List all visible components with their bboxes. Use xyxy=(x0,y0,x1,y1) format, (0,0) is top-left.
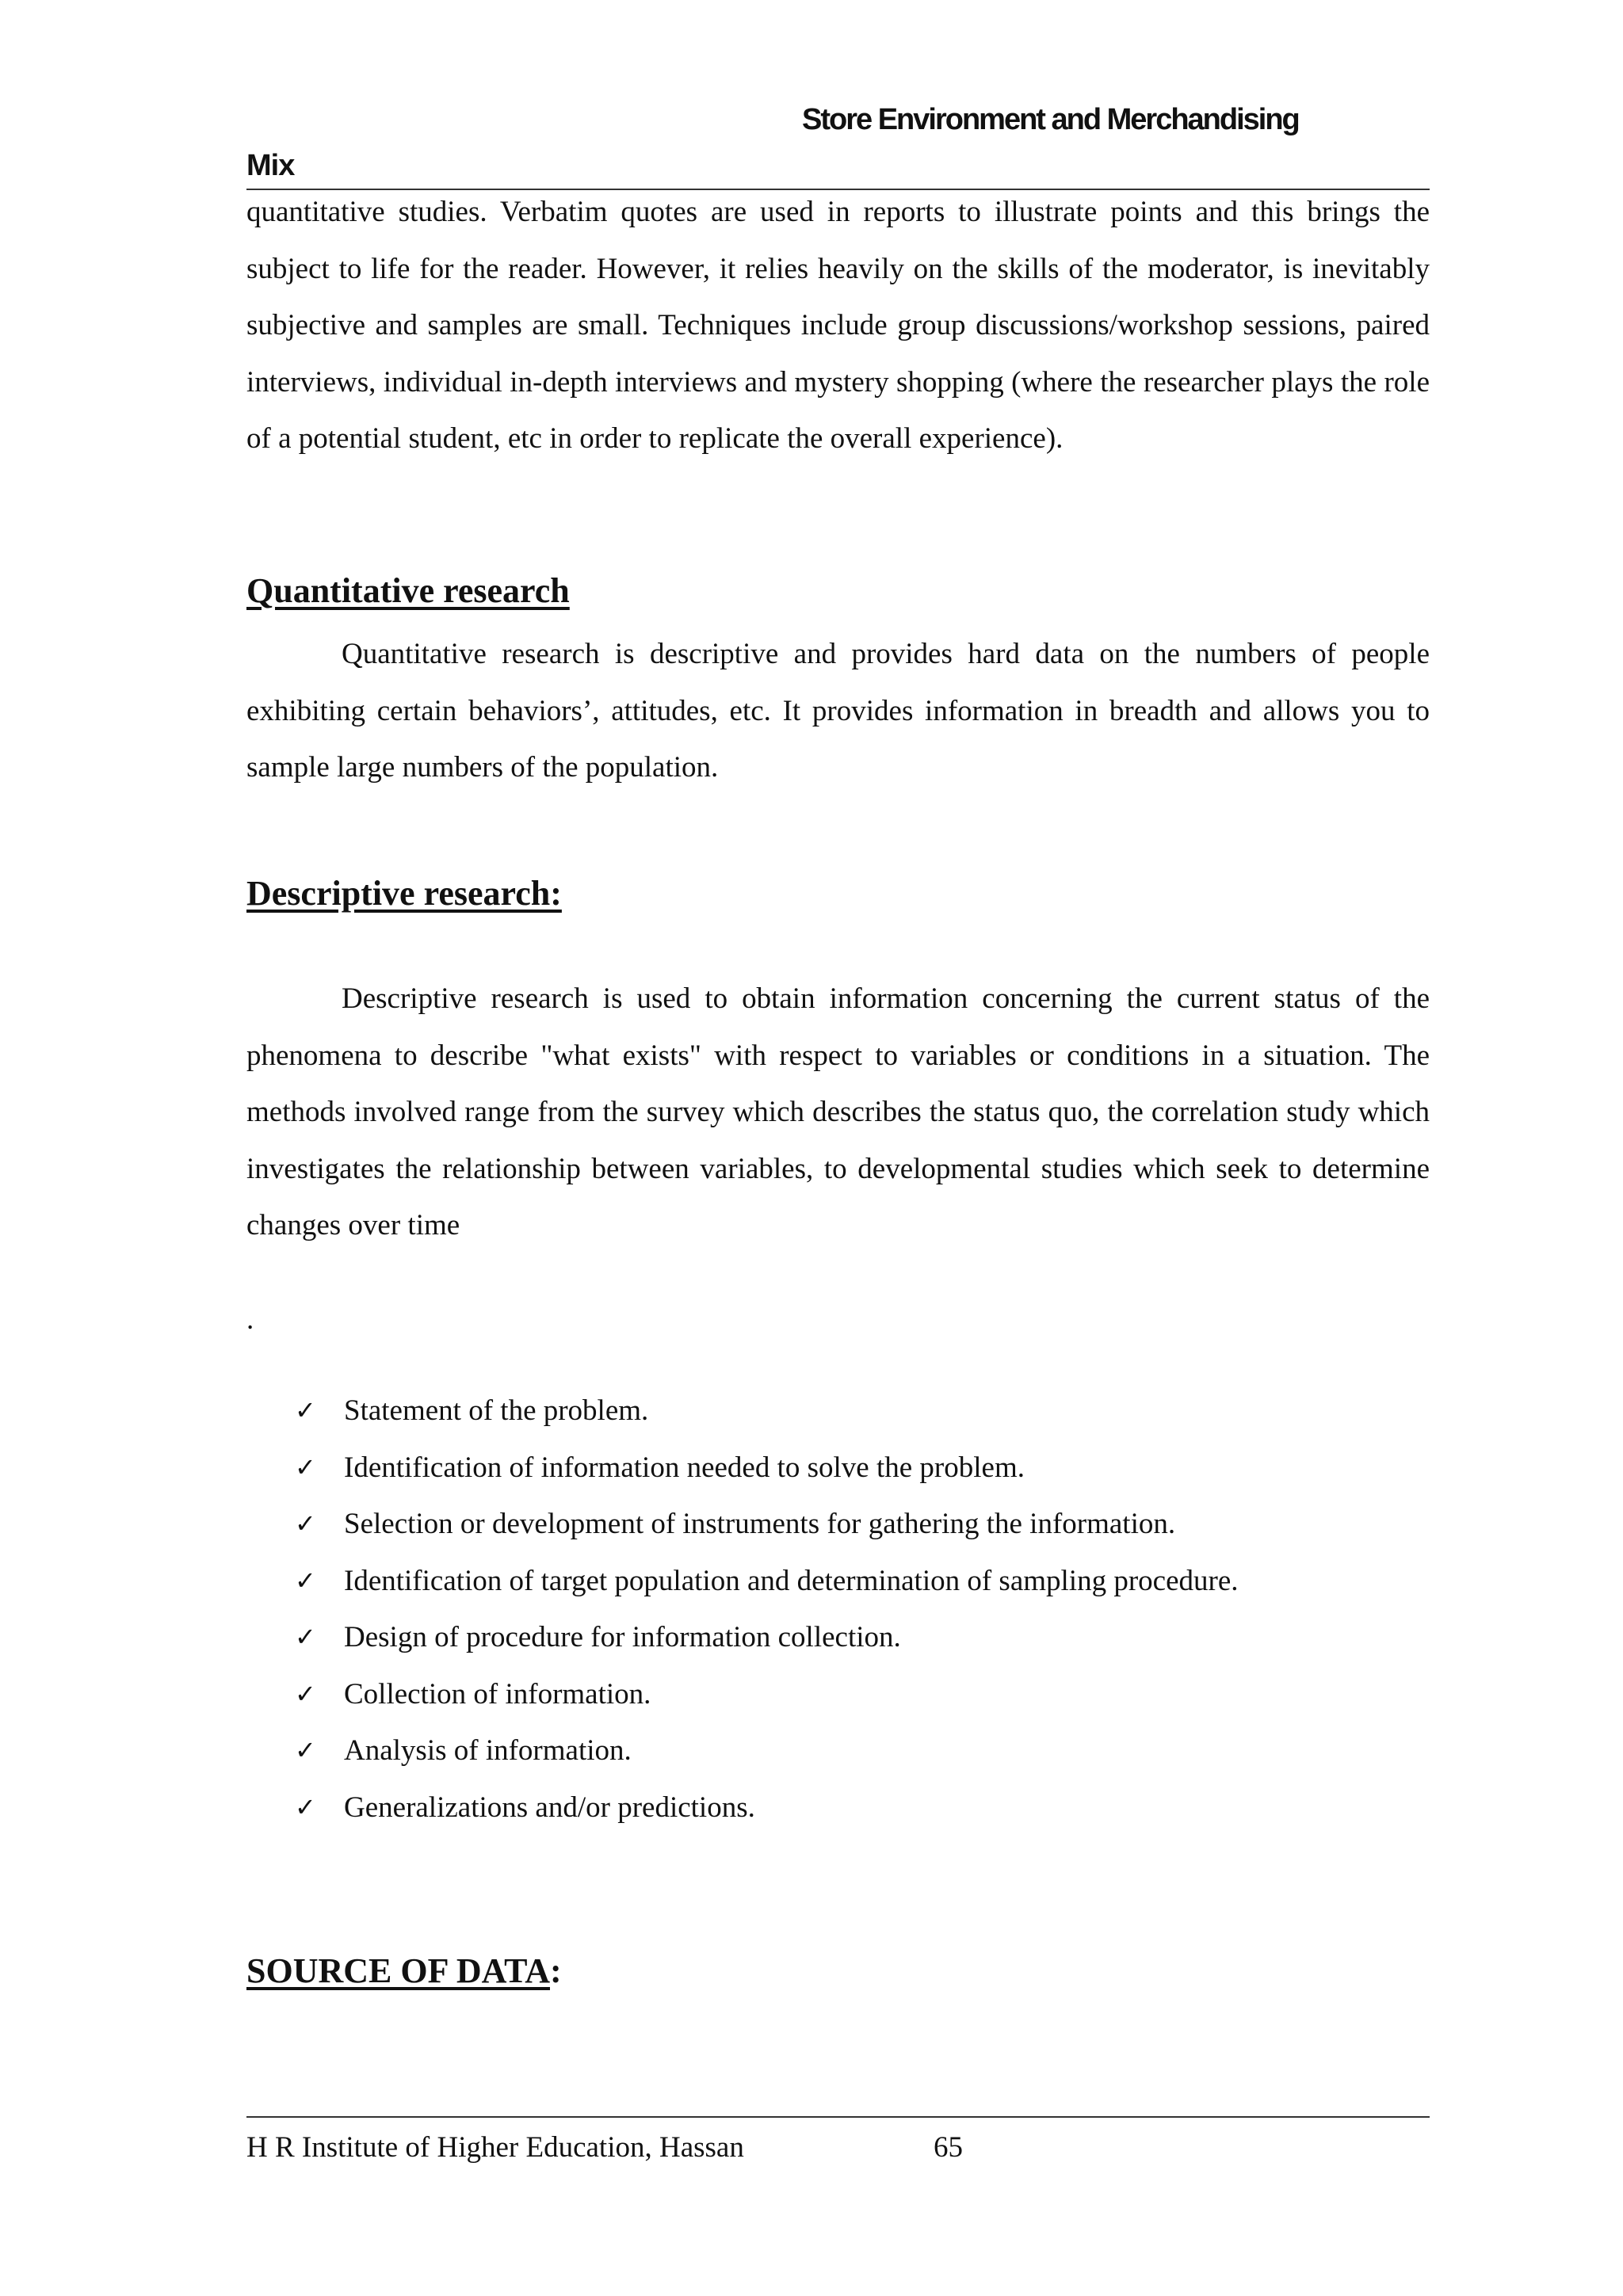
list-item-text: Statement of the problem. xyxy=(344,1394,649,1427)
checkmark-icon: ✓ xyxy=(295,1395,316,1425)
list-item xyxy=(295,1609,1428,1666)
heading-colon: : xyxy=(549,1951,562,1990)
checkmark-icon: ✓ xyxy=(295,1565,316,1596)
footer-rule xyxy=(246,2116,1430,2118)
checkmark-icon: ✓ xyxy=(295,1508,316,1539)
checkmark-icon: ✓ xyxy=(295,1735,316,1765)
research-steps-list xyxy=(295,1383,1428,1836)
list-item xyxy=(295,1496,1428,1553)
list-item xyxy=(295,1440,1428,1497)
quantitative-research-heading: Quantitative research xyxy=(246,571,570,610)
page-number: 65 xyxy=(934,2131,963,2164)
list-item-text: Generalizations and/or predictions. xyxy=(344,1791,755,1824)
running-header-continuation: Mix xyxy=(246,149,295,182)
quantitative-research-paragraph: Quantitative research is descriptive and provides hard data on the numbers of people exhibiting certain behaviors’, attitudes, etc. It provides information in breadth and allows you to sample large numbers of the population. xyxy=(246,638,1430,784)
checkmark-icon: ✓ xyxy=(295,1451,316,1482)
checkmark-icon: ✓ xyxy=(295,1678,316,1709)
descriptive-research-heading: Descriptive research: xyxy=(246,874,562,913)
descriptive-research-paragraph: Descriptive research is used to obtain information concerning the current status of the phenomena to describe "what exists" with respect to variables or conditions in a situation. The methods involved range from the survey which describes the status quo, the correlation study which investigates the relationship between variables, to developmental studies which seek to determine changes over time xyxy=(246,982,1430,1241)
list-item xyxy=(295,1722,1428,1779)
list-item xyxy=(295,1553,1428,1610)
checkmark-icon: ✓ xyxy=(295,1622,316,1652)
list-item-text: Selection or development of instruments for gathering the information. xyxy=(344,1508,1176,1540)
list-item xyxy=(295,1779,1428,1836)
footer-institute: H R Institute of Higher Education, Hassan xyxy=(246,2131,744,2164)
source-of-data-heading xyxy=(246,1951,562,1991)
list-item-text: Identification of information needed to solve the problem. xyxy=(344,1451,1025,1484)
list-item-text: Collection of information. xyxy=(344,1677,651,1711)
stray-period: . xyxy=(246,1303,254,1336)
list-item-text: Design of procedure for information collection. xyxy=(344,1621,901,1653)
checkmark-icon: ✓ xyxy=(295,1791,316,1822)
source-of-data-heading-text: SOURCE OF DATA xyxy=(246,1951,550,1990)
list-item xyxy=(295,1383,1428,1440)
list-item-text: Analysis of information. xyxy=(344,1734,632,1767)
list-item xyxy=(295,1666,1428,1723)
running-header-title: Store Environment and Merchandising xyxy=(802,103,1299,136)
list-item-text: Identification of target population and determination of sampling procedure. xyxy=(344,1564,1239,1597)
intro-paragraph: quantitative studies. Verbatim quotes are used in reports to illustrate points and this brings the subject to life for the reader. However, it relies heavily on the skills of the moderator, is inevitably subjective and samples are small. Techniques include group discussions/workshop sessions, paired interviews, individual in-depth interviews and mystery shopping (where the researcher plays the role of a potential student, etc in order to replicate the overall experience). xyxy=(246,196,1430,455)
